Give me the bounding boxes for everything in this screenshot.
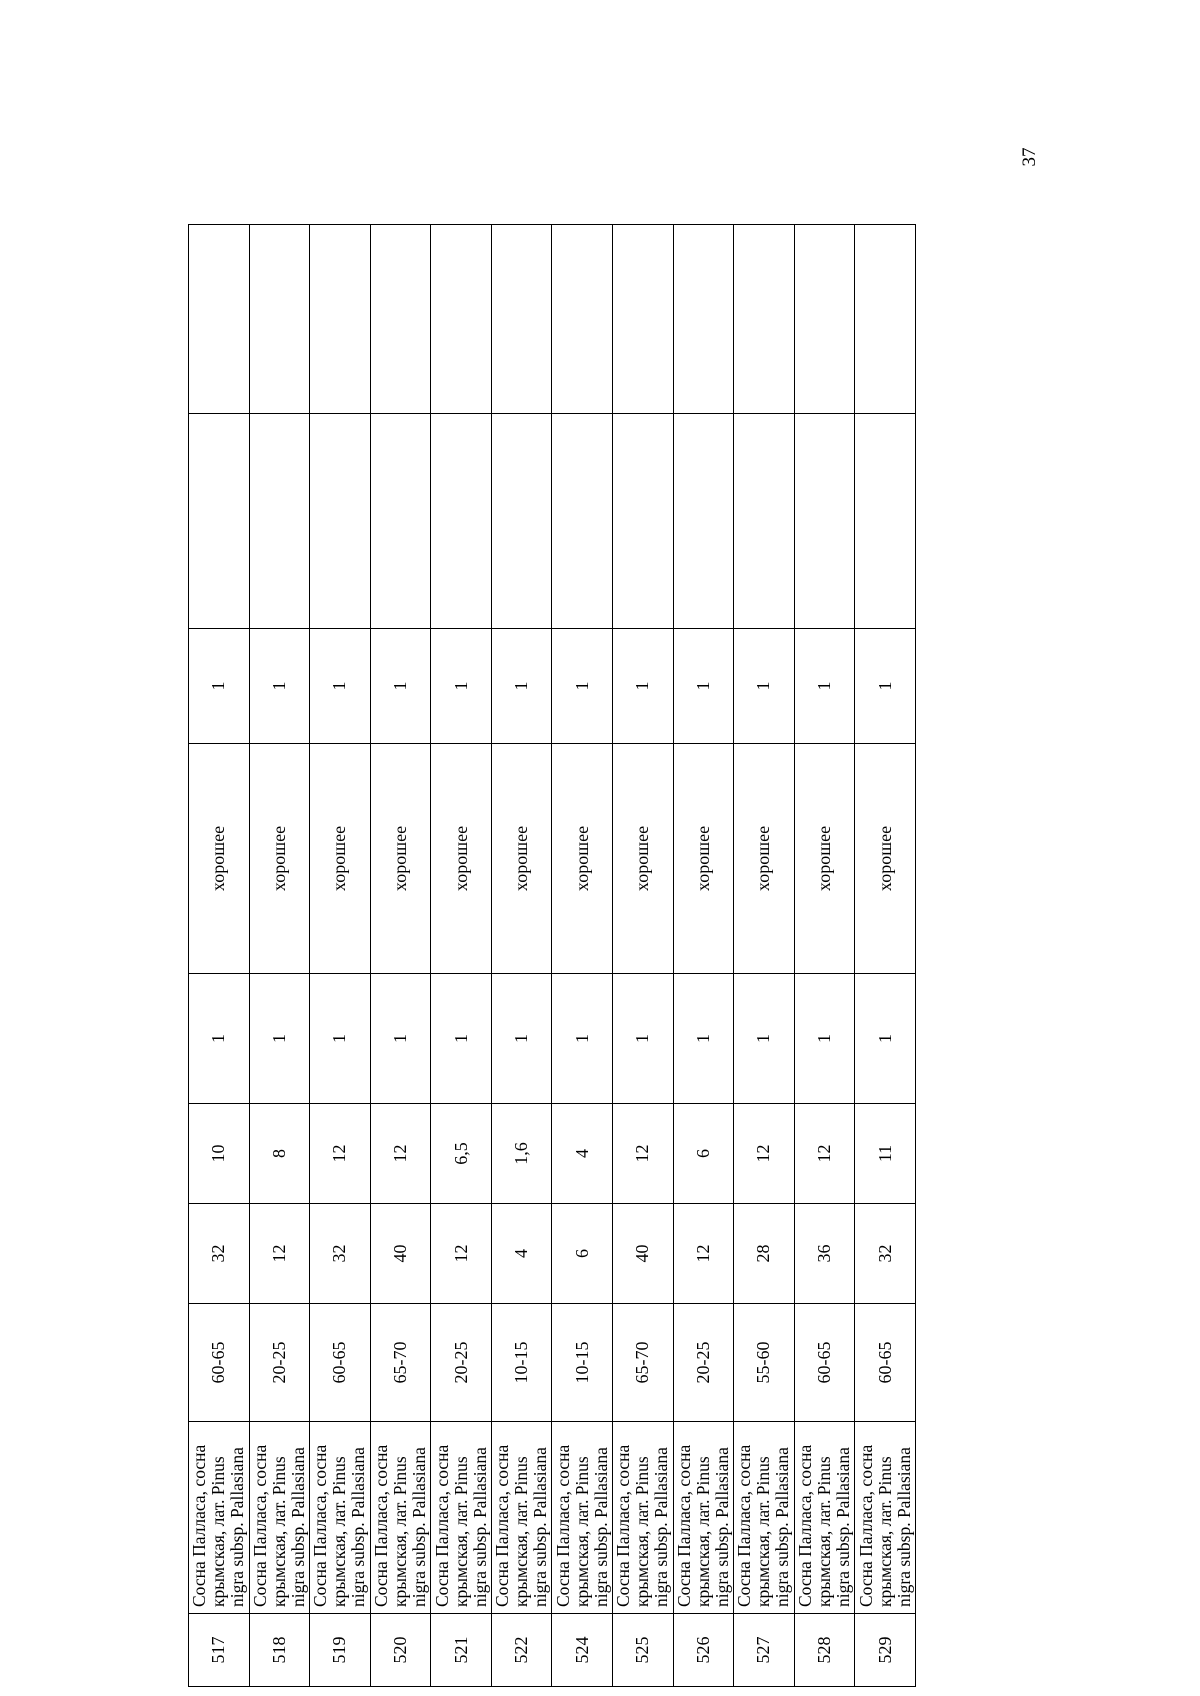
cell-empty-1	[613, 414, 674, 629]
table-body	[189, 225, 916, 1687]
cell-number: 521	[431, 1614, 492, 1687]
cell-count-2: 1	[370, 629, 431, 744]
cell-number: 518	[249, 1614, 310, 1687]
cell-age: 60-65	[189, 1304, 250, 1422]
table-row	[431, 225, 492, 1687]
cell-condition: хорошее	[734, 744, 795, 974]
cell-count: 1	[613, 974, 674, 1104]
cell-number: 527	[734, 1614, 795, 1687]
tree-inventory-table-wrapper	[188, 225, 916, 1687]
cell-count-2: 1	[855, 629, 916, 744]
cell-species: Сосна Палласа, сосна крымская, лат. Pinus nigra subsp. Pallasiana	[613, 1422, 674, 1614]
cell-condition: хорошее	[370, 744, 431, 974]
cell-height: 11	[855, 1104, 916, 1204]
cell-age: 20-25	[431, 1304, 492, 1422]
cell-empty-2	[734, 225, 795, 414]
table-row	[552, 225, 613, 1687]
cell-count: 1	[310, 974, 371, 1104]
table-row	[794, 225, 855, 1687]
cell-empty-1	[189, 414, 250, 629]
table-row	[249, 225, 310, 1687]
cell-number: 525	[613, 1614, 674, 1687]
cell-condition: хорошее	[249, 744, 310, 974]
cell-height: 1,6	[491, 1104, 552, 1204]
cell-empty-2	[855, 225, 916, 414]
cell-count: 1	[431, 974, 492, 1104]
cell-empty-1	[673, 414, 734, 629]
cell-empty-2	[613, 225, 674, 414]
cell-diameter: 4	[491, 1204, 552, 1304]
cell-count: 1	[734, 974, 795, 1104]
cell-diameter: 12	[431, 1204, 492, 1304]
cell-species: Сосна Палласа, сосна крымская, лат. Pinus nigra subsp. Pallasiana	[249, 1422, 310, 1614]
cell-condition: хорошее	[673, 744, 734, 974]
cell-height: 10	[189, 1104, 250, 1204]
cell-condition: хорошее	[552, 744, 613, 974]
cell-height: 12	[370, 1104, 431, 1204]
cell-empty-2	[673, 225, 734, 414]
cell-count-2: 1	[794, 629, 855, 744]
cell-empty-2	[310, 225, 371, 414]
cell-empty-1	[855, 414, 916, 629]
cell-height: 12	[734, 1104, 795, 1204]
cell-number: 528	[794, 1614, 855, 1687]
cell-empty-2	[491, 225, 552, 414]
cell-number: 520	[370, 1614, 431, 1687]
cell-height: 6	[673, 1104, 734, 1204]
cell-species: Сосна Палласа, сосна крымская, лат. Pinus nigra subsp. Pallasiana	[673, 1422, 734, 1614]
cell-number: 526	[673, 1614, 734, 1687]
cell-condition: хорошее	[491, 744, 552, 974]
cell-count: 1	[552, 974, 613, 1104]
cell-empty-1	[431, 414, 492, 629]
cell-count: 1	[794, 974, 855, 1104]
cell-count-2: 1	[613, 629, 674, 744]
cell-empty-2	[249, 225, 310, 414]
cell-age: 65-70	[370, 1304, 431, 1422]
cell-height: 6,5	[431, 1104, 492, 1204]
cell-diameter: 12	[249, 1204, 310, 1304]
cell-empty-1	[794, 414, 855, 629]
cell-count-2: 1	[310, 629, 371, 744]
table-row	[370, 225, 431, 1687]
cell-age: 20-25	[673, 1304, 734, 1422]
cell-number: 519	[310, 1614, 371, 1687]
cell-number: 517	[189, 1614, 250, 1687]
cell-count-2: 1	[673, 629, 734, 744]
cell-condition: хорошее	[855, 744, 916, 974]
cell-species: Сосна Палласа, сосна крымская, лат. Pinus nigra subsp. Pallasiana	[734, 1422, 795, 1614]
cell-count: 1	[370, 974, 431, 1104]
cell-count-2: 1	[734, 629, 795, 744]
table-row	[613, 225, 674, 1687]
cell-diameter: 28	[734, 1204, 795, 1304]
cell-count: 1	[491, 974, 552, 1104]
table-row	[734, 225, 795, 1687]
cell-age: 60-65	[855, 1304, 916, 1422]
cell-diameter: 32	[855, 1204, 916, 1304]
cell-age: 60-65	[794, 1304, 855, 1422]
cell-empty-2	[552, 225, 613, 414]
tree-inventory-table	[188, 224, 916, 1687]
cell-condition: хорошее	[794, 744, 855, 974]
page-number: 37	[1019, 147, 1040, 167]
table-row	[491, 225, 552, 1687]
cell-diameter: 32	[189, 1204, 250, 1304]
cell-count-2: 1	[552, 629, 613, 744]
cell-species: Сосна Палласа, сосна крымская, лат. Pinus nigra subsp. Pallasiana	[552, 1422, 613, 1614]
cell-diameter: 40	[370, 1204, 431, 1304]
cell-count-2: 1	[189, 629, 250, 744]
cell-age: 60-65	[310, 1304, 371, 1422]
cell-species: Сосна Палласа, сосна крымская, лат. Pinus nigra subsp. Pallasiana	[491, 1422, 552, 1614]
cell-empty-1	[552, 414, 613, 629]
cell-empty-1	[491, 414, 552, 629]
cell-count: 1	[855, 974, 916, 1104]
cell-species: Сосна Палласа, сосна крымская, лат. Pinus nigra subsp. Pallasiana	[794, 1422, 855, 1614]
cell-empty-1	[370, 414, 431, 629]
cell-count-2: 1	[431, 629, 492, 744]
cell-empty-2	[370, 225, 431, 414]
cell-empty-1	[249, 414, 310, 629]
table-row	[189, 225, 250, 1687]
cell-species: Сосна Палласа, сосна крымская, лат. Pinus nigra subsp. Pallasiana	[431, 1422, 492, 1614]
cell-species: Сосна Палласа, сосна крымская, лат. Pinus nigra subsp. Pallasiana	[310, 1422, 371, 1614]
cell-condition: хорошее	[613, 744, 674, 974]
cell-empty-2	[189, 225, 250, 414]
cell-species: Сосна Палласа, сосна крымская, лат. Pinus nigra subsp. Pallasiana	[189, 1422, 250, 1614]
cell-count-2: 1	[491, 629, 552, 744]
cell-count-2: 1	[249, 629, 310, 744]
table-row	[855, 225, 916, 1687]
cell-diameter: 6	[552, 1204, 613, 1304]
table-row	[673, 225, 734, 1687]
cell-empty-1	[734, 414, 795, 629]
cell-count: 1	[673, 974, 734, 1104]
cell-number: 529	[855, 1614, 916, 1687]
cell-diameter: 40	[613, 1204, 674, 1304]
cell-age: 10-15	[552, 1304, 613, 1422]
cell-height: 12	[310, 1104, 371, 1204]
cell-count: 1	[249, 974, 310, 1104]
cell-age: 10-15	[491, 1304, 552, 1422]
cell-height: 8	[249, 1104, 310, 1204]
cell-species: Сосна Палласа, сосна крымская, лат. Pinus nigra subsp. Pallasiana	[855, 1422, 916, 1614]
cell-species: Сосна Палласа, сосна крымская, лат. Pinus nigra subsp. Pallasiana	[370, 1422, 431, 1614]
cell-number: 524	[552, 1614, 613, 1687]
cell-height: 12	[794, 1104, 855, 1204]
cell-age: 20-25	[249, 1304, 310, 1422]
cell-condition: хорошее	[189, 744, 250, 974]
cell-age: 65-70	[613, 1304, 674, 1422]
cell-diameter: 32	[310, 1204, 371, 1304]
cell-diameter: 36	[794, 1204, 855, 1304]
cell-height: 4	[552, 1104, 613, 1204]
table-row	[310, 225, 371, 1687]
cell-condition: хорошее	[431, 744, 492, 974]
cell-empty-1	[310, 414, 371, 629]
cell-empty-2	[794, 225, 855, 414]
cell-count: 1	[189, 974, 250, 1104]
cell-number: 522	[491, 1614, 552, 1687]
cell-height: 12	[613, 1104, 674, 1204]
cell-empty-2	[431, 225, 492, 414]
cell-condition: хорошее	[310, 744, 371, 974]
cell-age: 55-60	[734, 1304, 795, 1422]
cell-diameter: 12	[673, 1204, 734, 1304]
